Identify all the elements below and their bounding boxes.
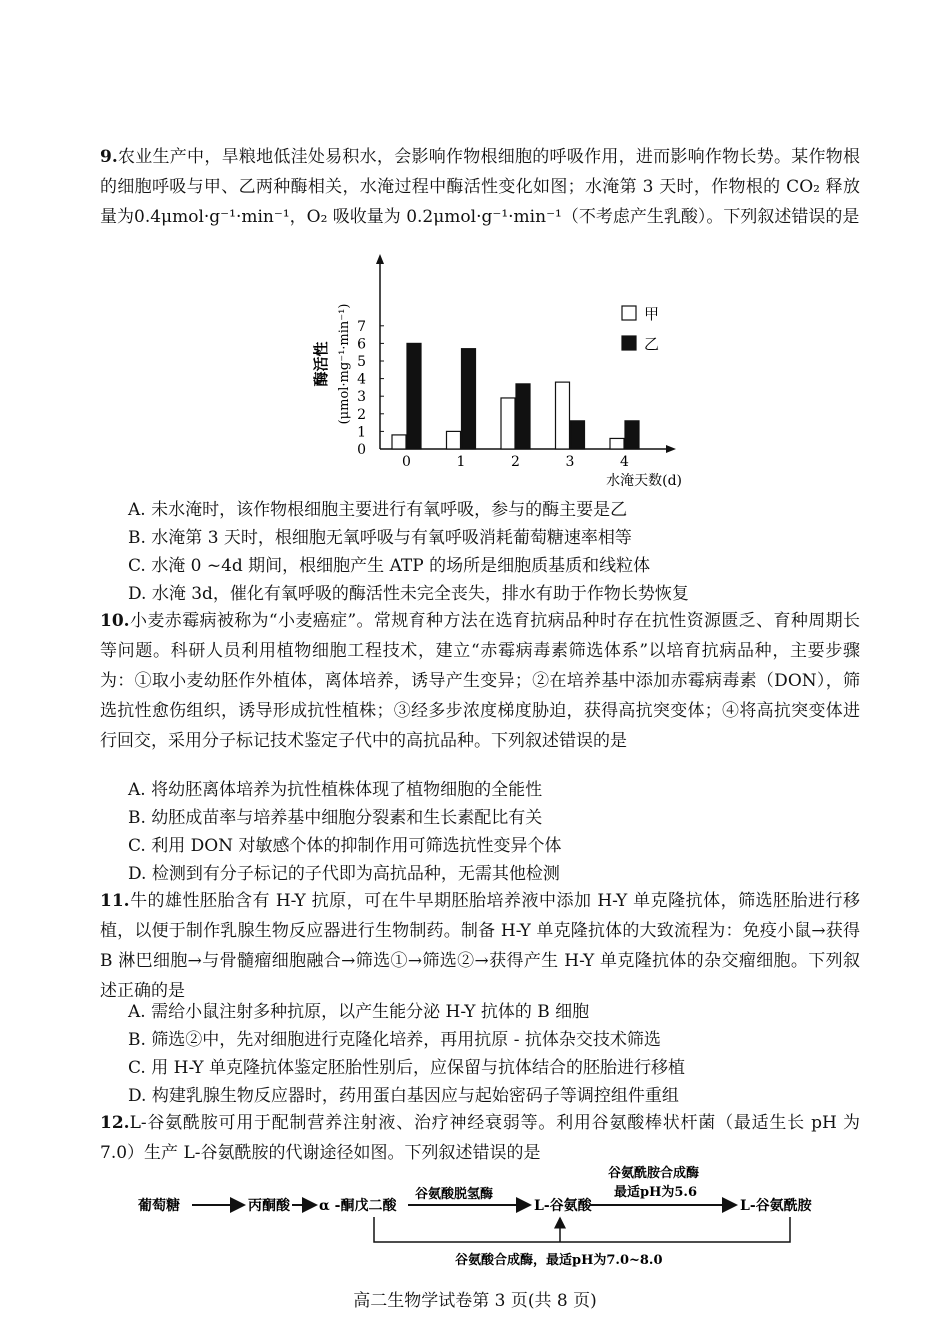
legend-label-jia: 甲 xyxy=(644,305,660,323)
y-axis-arrowhead xyxy=(376,254,384,264)
q10-option-a: A. 将幼胚离体培养为抗性植株体现了植物细胞的全能性 xyxy=(128,780,543,800)
question-9-stem: 农业生产中，旱粮地低洼处易积水，会影响作物根细胞的呼吸作用，进而影响作物长势。某作物根的细胞呼吸与甲、乙两种酶相关，水淹过程中酶活性变化如图；水淹第 3 天时，作物根的 CO₂ 释放量为0.4μmol·g⁻¹·min⁻¹，O₂ 吸收量为 0.2μmol·g⁻¹·min⁻¹（不考虑产生乳酸）。下列叙述错误的是 xyxy=(100,147,860,227)
enzyme-glutamate-dehydrogenase: 谷氨酸脱氢酶 xyxy=(415,1187,494,1202)
enzyme-glutamine-synthetase: 谷氨酰胺合成酶 xyxy=(608,1166,700,1181)
question-12 xyxy=(100,1108,860,1168)
q9-option-a: A. 未水淹时，该作物根细胞主要进行有氧呼吸，参与的酶主要是乙 xyxy=(128,500,628,520)
y-axis-label: 酶活性 xyxy=(312,341,330,387)
q10-option-d: D. 检测到有分子标记的子代即为高抗品种，无需其他检测 xyxy=(128,864,560,884)
y-tick-label: 0 xyxy=(357,442,366,458)
enzyme-activity-chart xyxy=(300,248,720,493)
y-tick-label: 6 xyxy=(357,336,366,353)
y-axis-unit-label: (μmol·mg⁻¹·min⁻¹) xyxy=(337,303,352,425)
x-tick-label: 2 xyxy=(511,454,520,470)
legend-swatch-yi xyxy=(622,336,636,350)
bar-jia-day-2 xyxy=(501,398,515,449)
question-12-stem: L-谷氨酰胺可用于配制营养注射液、治疗神经衰弱等。利用谷氨酸棒状杆菌（最适生长 pH 为 7.0）生产 L-谷氨酰胺的代谢途径如图。下列叙述错误的是 xyxy=(100,1113,860,1163)
q9-option-b: B. 水淹第 3 天时，根细胞无氧呼吸与有氧呼吸消耗葡萄糖速率相等 xyxy=(128,528,632,548)
q9-option-d: D. 水淹 3d，催化有氧呼吸的酶活性未完全丧失，排水有助于作物长势恢复 xyxy=(128,584,689,604)
legend-label-yi: 乙 xyxy=(644,335,660,353)
y-tick-label: 1 xyxy=(357,424,366,441)
legend-swatch-jia xyxy=(622,306,636,320)
x-tick-label: 1 xyxy=(456,454,466,470)
q10-option-c: C. 利用 DON 对敏感个体的抑制作用可筛选抗性变异个体 xyxy=(128,836,562,856)
q11-option-d: D. 构建乳腺生物反应器时，药用蛋白基因应与起始密码子等调控组件重组 xyxy=(128,1086,679,1106)
bar-yi-day-1 xyxy=(462,349,476,449)
question-9 xyxy=(100,142,860,232)
y-tick-label: 5 xyxy=(357,354,366,370)
page-footer: 高二生物学试卷第 3 页(共 8 页) xyxy=(353,1291,597,1311)
q11-option-c: C. 用 H-Y 单克隆抗体鉴定胚胎性别后，应保留与抗体结合的胚胎进行移植 xyxy=(128,1058,685,1078)
chart-ticks xyxy=(312,304,682,489)
bar-yi-day-4 xyxy=(625,421,639,449)
question-11-stem: 牛的雄性胚胎含有 H-Y 抗原，可在牛早期胚胎培养液中添加 H-Y 单克隆抗体，筛选胚胎进行移植，以便于制作乳腺生物反应器进行生物制药。制备 H-Y 单克隆抗体的大致流程为：免疫小鼠→获得 B 淋巴细胞→与骨髓瘤细胞融合→筛选①→筛选②→获得产生 H-Y 单克隆抗体的杂交瘤细胞。下列叙述正确的是 xyxy=(100,891,860,1001)
x-axis-arrowhead xyxy=(666,445,676,453)
bar-jia-day-1 xyxy=(447,431,461,449)
y-tick-label: 2 xyxy=(357,406,366,423)
question-9-number: 9. xyxy=(100,147,118,167)
pathway-node-akg: α -酮戊二酸 xyxy=(319,1198,397,1214)
bar-yi-day-2 xyxy=(516,384,530,449)
x-tick-label: 0 xyxy=(402,454,411,470)
bar-jia-day-0 xyxy=(392,435,406,449)
y-tick-label: 3 xyxy=(357,389,366,406)
question-11-number: 11. xyxy=(100,891,130,911)
pathway-node-glutamate: L-谷氨酸 xyxy=(534,1198,592,1214)
q11-option-b: B. 筛选②中，先对细胞进行克隆化培养，再用抗原 - 抗体杂交技术筛选 xyxy=(128,1030,661,1050)
pathway-node-glutamine: L-谷氨酰胺 xyxy=(740,1198,812,1214)
bar-yi-day-0 xyxy=(407,343,421,449)
y-tick-label: 4 xyxy=(357,371,366,388)
question-12-number: 12. xyxy=(100,1113,130,1133)
bar-yi-day-3 xyxy=(571,421,585,449)
feedback-bracket xyxy=(374,1217,790,1242)
chart-bars xyxy=(392,343,639,449)
q9-option-c: C. 水淹 0 ~4d 期间，根细胞产生 ATP 的场所是细胞质基质和线粒体 xyxy=(128,556,651,576)
metabolic-pathway-diagram xyxy=(130,1160,850,1275)
x-tick-label: 4 xyxy=(620,454,629,470)
q11-option-a: A. 需给小鼠注射多种抗原，以产生能分泌 H-Y 抗体的 B 细胞 xyxy=(128,1002,590,1022)
enzyme-glutamine-synthetase-ph: 最适pH为5.6 xyxy=(614,1185,697,1200)
y-tick-label: 7 xyxy=(357,318,366,335)
enzyme-glutamate-synthase: 谷氨酸合成酶，最适pH为7.0~8.0 xyxy=(455,1253,663,1268)
question-11 xyxy=(100,886,860,1006)
pathway-node-glucose: 葡萄糖 xyxy=(138,1198,180,1214)
bar-jia-day-4 xyxy=(610,438,624,449)
question-10 xyxy=(100,606,860,756)
question-10-number: 10. xyxy=(100,611,130,631)
x-axis-label: 水淹天数(d) xyxy=(606,473,682,489)
pathway-node-pyruvate: 丙酮酸 xyxy=(248,1198,290,1214)
x-tick-label: 3 xyxy=(565,454,575,470)
chart-legend xyxy=(622,305,659,353)
q10-option-b: B. 幼胚成苗率与培养基中细胞分裂素和生长素配比有关 xyxy=(128,808,543,828)
bar-jia-day-3 xyxy=(556,382,570,449)
question-10-stem: 小麦赤霉病被称为“小麦癌症”。常规育种方法在选育抗病品种时存在抗性资源匮乏、育种周期长等问题。科研人员利用植物细胞工程技术，建立“赤霉病毒素筛选体系”以培育抗病品种，主要步骤为：①取小麦幼胚作外植体，离体培养，诱导产生变异；②在培养基中添加赤霉病毒素（DON），筛选抗性愈伤组织，诱导形成抗性植株；③经多步浓度梯度胁迫，获得高抗突变体；④将高抗突变体进行回交，采用分子标记技术鉴定子代中的高抗品种。下列叙述错误的是 xyxy=(100,611,860,751)
